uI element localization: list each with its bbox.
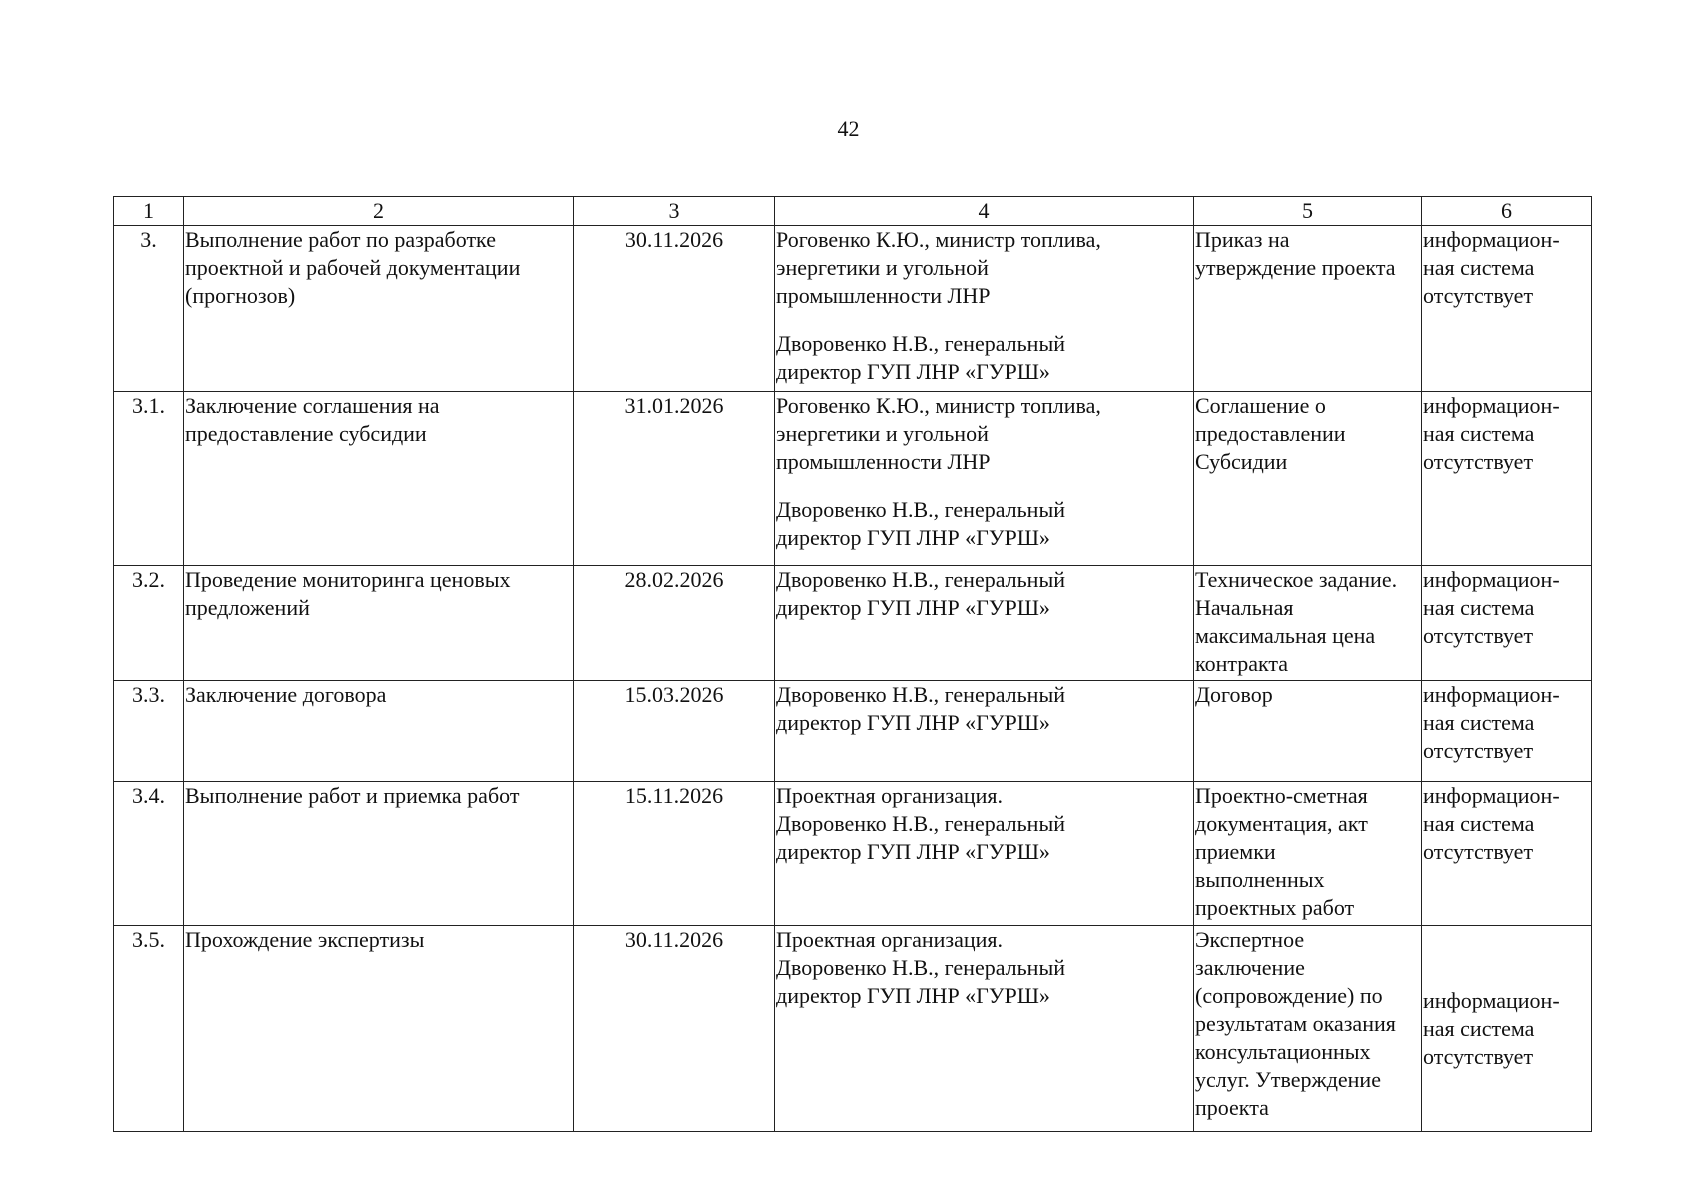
date-cell: 30.11.2026 — [574, 226, 775, 392]
system-text: информацион- ная система отсутствует — [1423, 567, 1560, 648]
system-cell — [1422, 226, 1592, 392]
result-cell — [1194, 566, 1422, 681]
result-cell — [1194, 226, 1422, 392]
result-text: Соглашение о предоставлении Субсидии — [1195, 393, 1346, 474]
responsible-text: Проектная организация. Дворовенко Н.В., генеральный директор ГУП ЛНР «ГУРШ» — [776, 783, 1066, 864]
column-header: 5 — [1194, 197, 1422, 226]
result-text: Техническое задание. Начальная максимальная цена контракта — [1195, 567, 1398, 676]
row-number: 3.5. — [114, 926, 184, 1132]
responsible-cell — [775, 681, 1194, 782]
result-text: Экспертное заключение (сопровождение) по результатам оказания консультационных услуг. Утверждение проекта — [1195, 927, 1396, 1120]
task-cell — [184, 926, 574, 1132]
system-text: информацион- ная система отсутствует — [1423, 682, 1560, 763]
date-cell: 15.11.2026 — [574, 782, 775, 926]
responsible-cell — [775, 566, 1194, 681]
system-cell — [1422, 681, 1592, 782]
responsible-text: Дворовенко Н.В., генеральный директор ГУП ЛНР «ГУРШ» — [776, 567, 1066, 620]
task-cell — [184, 566, 574, 681]
result-text: Договор — [1195, 682, 1273, 707]
responsible-text: Дворовенко Н.В., генеральный директор ГУП ЛНР «ГУРШ» — [776, 331, 1066, 384]
result-cell — [1194, 926, 1422, 1132]
responsible-cell — [775, 226, 1194, 392]
responsible-cell — [775, 926, 1194, 1132]
system-text: информацион- ная система отсутствует — [1423, 227, 1560, 308]
system-cell — [1422, 392, 1592, 566]
task-text: Выполнение работ по разработке проектной и рабочей документации (прогнозов) — [185, 227, 521, 308]
system-cell — [1422, 782, 1592, 926]
result-cell — [1194, 681, 1422, 782]
responsible-cell — [775, 392, 1194, 566]
responsible-text: Дворовенко Н.В., генеральный директор ГУП ЛНР «ГУРШ» — [776, 497, 1066, 550]
result-text: Проектно-сметная документация, акт приемки выполненных проектных работ — [1195, 783, 1368, 920]
plan-table — [113, 196, 1592, 1132]
row-number: 3. — [114, 226, 184, 392]
system-cell — [1422, 566, 1592, 681]
table-row — [114, 392, 1592, 566]
column-header: 2 — [184, 197, 574, 226]
header-row — [114, 197, 1592, 226]
responsible-text: Проектная организация. Дворовенко Н.В., генеральный директор ГУП ЛНР «ГУРШ» — [776, 927, 1066, 1008]
task-text: Проведение мониторинга ценовых предложений — [185, 567, 511, 620]
column-header: 3 — [574, 197, 775, 226]
task-cell — [184, 782, 574, 926]
table-row — [114, 782, 1592, 926]
result-cell — [1194, 392, 1422, 566]
column-header: 6 — [1422, 197, 1592, 226]
column-header: 1 — [114, 197, 184, 226]
system-cell — [1422, 926, 1592, 1132]
date-cell: 31.01.2026 — [574, 392, 775, 566]
responsible-text: Роговенко К.Ю., министр топлива, энергетики и угольной промышленности ЛНР — [776, 227, 1101, 308]
task-cell — [184, 226, 574, 392]
table-row — [114, 681, 1592, 782]
system-text: информацион- ная система отсутствует — [1423, 783, 1560, 864]
task-cell — [184, 681, 574, 782]
responsible-cell — [775, 782, 1194, 926]
row-number: 3.3. — [114, 681, 184, 782]
table-row — [114, 226, 1592, 392]
responsible-text: Дворовенко Н.В., генеральный директор ГУП ЛНР «ГУРШ» — [776, 682, 1066, 735]
row-number: 3.4. — [114, 782, 184, 926]
row-number: 3.2. — [114, 566, 184, 681]
row-number: 3.1. — [114, 392, 184, 566]
task-text: Заключение соглашения на предоставление субсидии — [185, 393, 440, 446]
result-cell — [1194, 782, 1422, 926]
column-header: 4 — [775, 197, 1194, 226]
date-cell: 15.03.2026 — [574, 681, 775, 782]
table-row — [114, 926, 1592, 1132]
date-cell: 28.02.2026 — [574, 566, 775, 681]
table-row — [114, 566, 1592, 681]
task-cell — [184, 392, 574, 566]
date-cell: 30.11.2026 — [574, 926, 775, 1132]
task-text: Выполнение работ и приемка работ — [185, 783, 520, 808]
task-text: Прохождение экспертизы — [185, 927, 425, 952]
system-text: информацион- ная система отсутствует — [1423, 987, 1560, 1069]
result-text: Приказ на утверждение проекта — [1195, 227, 1396, 280]
system-text: информацион- ная система отсутствует — [1423, 393, 1560, 474]
task-text: Заключение договора — [185, 682, 387, 707]
page-number: 42 — [837, 116, 860, 141]
responsible-text: Роговенко К.Ю., министр топлива, энергетики и угольной промышленности ЛНР — [776, 393, 1101, 474]
